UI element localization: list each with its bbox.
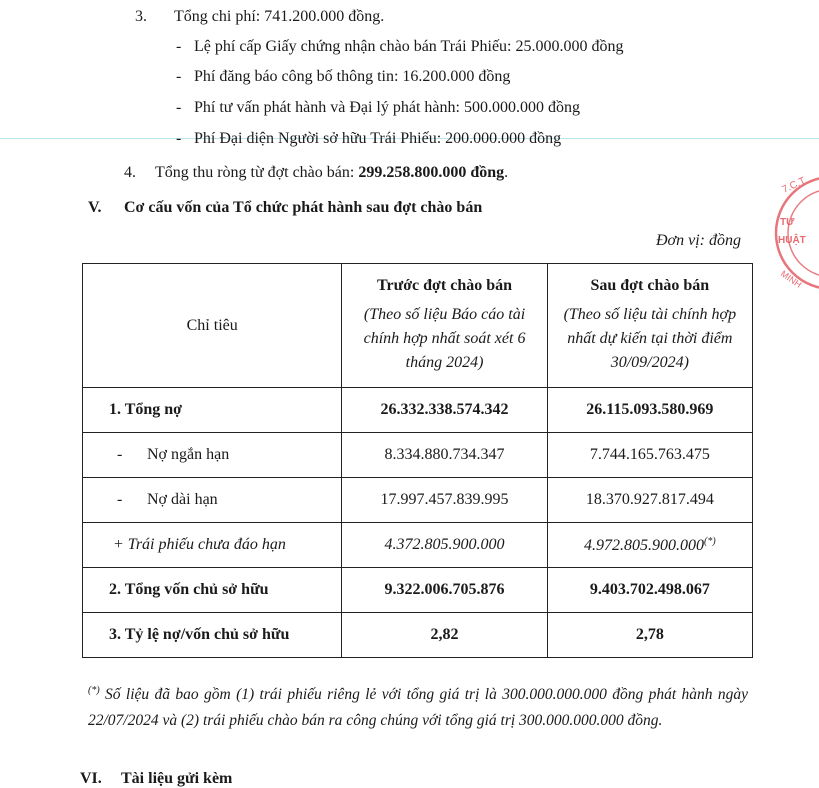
row-label: + Trái phiếu chưa đáo hạn bbox=[83, 523, 342, 568]
row-dash: - bbox=[117, 446, 123, 463]
row-label: Nợ dài hạn bbox=[147, 491, 218, 508]
row-label-cell bbox=[83, 433, 342, 478]
header-indicator: Chỉ tiêu bbox=[83, 264, 342, 388]
header-after-note: (Theo số liệu tài chính hợp nhất dự kiến tại thời điểm 30/09/2024) bbox=[563, 305, 737, 371]
table-row bbox=[83, 523, 753, 568]
row-before: 26.332.338.574.342 bbox=[342, 388, 547, 433]
row-before: 9.322.006.705.876 bbox=[342, 568, 547, 613]
header-before-title: Trước đợt chào bán bbox=[377, 276, 513, 294]
row-label: 3. Tỷ lệ nợ/vốn chủ sở hữu bbox=[83, 613, 342, 658]
unit-label: Đơn vị: đồng bbox=[656, 232, 741, 249]
row-label-cell bbox=[83, 478, 342, 523]
company-stamp bbox=[770, 163, 819, 303]
section-v-number: V. bbox=[88, 199, 102, 216]
row-label: 1. Tổng nợ bbox=[83, 388, 342, 433]
header-before-note: (Theo số liệu Báo cáo tài chính hợp nhất soát xét 6 tháng 2024) bbox=[363, 305, 526, 371]
footnote-text: Số liệu đã bao gồm (1) trái phiếu riêng lẻ với tổng giá trị là 300.000.000.000 đồng phát hành ngày 22/07/2024 và (2) trái phiếu chào bán ra công chúng với tổng giá trị 300.000.000.000 đồng. bbox=[88, 686, 748, 729]
svg-text:TƯ: TƯ bbox=[780, 217, 795, 228]
table-row bbox=[83, 478, 753, 523]
row-dash: - bbox=[117, 491, 123, 508]
row-before: 17.997.457.839.995 bbox=[342, 478, 547, 523]
cost-total-text: Tổng chi phí: 741.200.000 đồng. bbox=[174, 8, 385, 25]
cost-item-dash: - bbox=[176, 99, 182, 116]
table-row bbox=[83, 433, 753, 478]
row-label: 2. Tổng vốn chủ sở hữu bbox=[83, 568, 342, 613]
row-after: 4.972.805.900.000 bbox=[584, 536, 704, 554]
section-vi-title: Tài liệu gửi kèm bbox=[121, 770, 233, 787]
row-before: 4.372.805.900.000 bbox=[342, 523, 547, 568]
cost-item-dash: - bbox=[176, 130, 182, 147]
net-proceeds-end: . bbox=[504, 164, 509, 181]
net-proceeds-label: Tổng thu ròng từ đợt chào bán: bbox=[155, 164, 359, 181]
row-after: 2,78 bbox=[547, 613, 752, 658]
header-after bbox=[547, 264, 752, 388]
svg-text:HUẬT: HUẬT bbox=[778, 235, 806, 246]
cost-item-registration: Lệ phí cấp Giấy chứng nhận chào bán Trái Phiếu: 25.000.000 đồng bbox=[194, 38, 624, 55]
row-after: 7.744.165.763.475 bbox=[547, 433, 752, 478]
net-proceeds-number: 4. bbox=[124, 164, 136, 181]
net-proceeds-value: 299.258.800.000 đồng bbox=[358, 164, 505, 181]
cost-item-representative: Phí Đại diện Người sở hữu Trái Phiếu: 200.000.000 đồng bbox=[194, 130, 562, 147]
footnote bbox=[88, 678, 748, 734]
row-after: 18.370.927.817.494 bbox=[547, 478, 752, 523]
header-after-title: Sau đợt chào bán bbox=[590, 276, 710, 294]
footnote-mark: (*) bbox=[88, 685, 100, 696]
cost-total-number: 3. bbox=[135, 8, 147, 25]
row-after-cell bbox=[547, 523, 752, 568]
row-before: 8.334.880.734.347 bbox=[342, 433, 547, 478]
cost-item-dash: - bbox=[176, 38, 182, 55]
svg-text:MINH: MINH bbox=[778, 268, 804, 290]
table-row bbox=[83, 388, 753, 433]
header-before bbox=[342, 264, 547, 388]
cost-item-disclosure: Phí đăng báo công bố thông tin: 16.200.000 đồng bbox=[194, 68, 511, 85]
table-row bbox=[83, 568, 753, 613]
row-before: 2,82 bbox=[342, 613, 547, 658]
row-label: Nợ ngắn hạn bbox=[147, 446, 230, 463]
section-v-title: Cơ cấu vốn của Tổ chức phát hành sau đợt chào bán bbox=[124, 199, 483, 216]
net-proceeds bbox=[155, 164, 508, 182]
table-header-row bbox=[83, 264, 753, 388]
row-after: 9.403.702.498.067 bbox=[547, 568, 752, 613]
cost-item-advisory: Phí tư vấn phát hành và Đại lý phát hành: 500.000.000 đồng bbox=[194, 99, 580, 116]
section-vi-number: VI. bbox=[80, 770, 102, 787]
footnote-marker: (*) bbox=[704, 535, 716, 547]
svg-text:7.C.T: 7.C.T bbox=[780, 175, 808, 196]
row-after: 26.115.093.580.969 bbox=[547, 388, 752, 433]
capital-structure-table bbox=[82, 263, 753, 658]
table-row bbox=[83, 613, 753, 658]
cost-item-dash: - bbox=[176, 68, 182, 85]
